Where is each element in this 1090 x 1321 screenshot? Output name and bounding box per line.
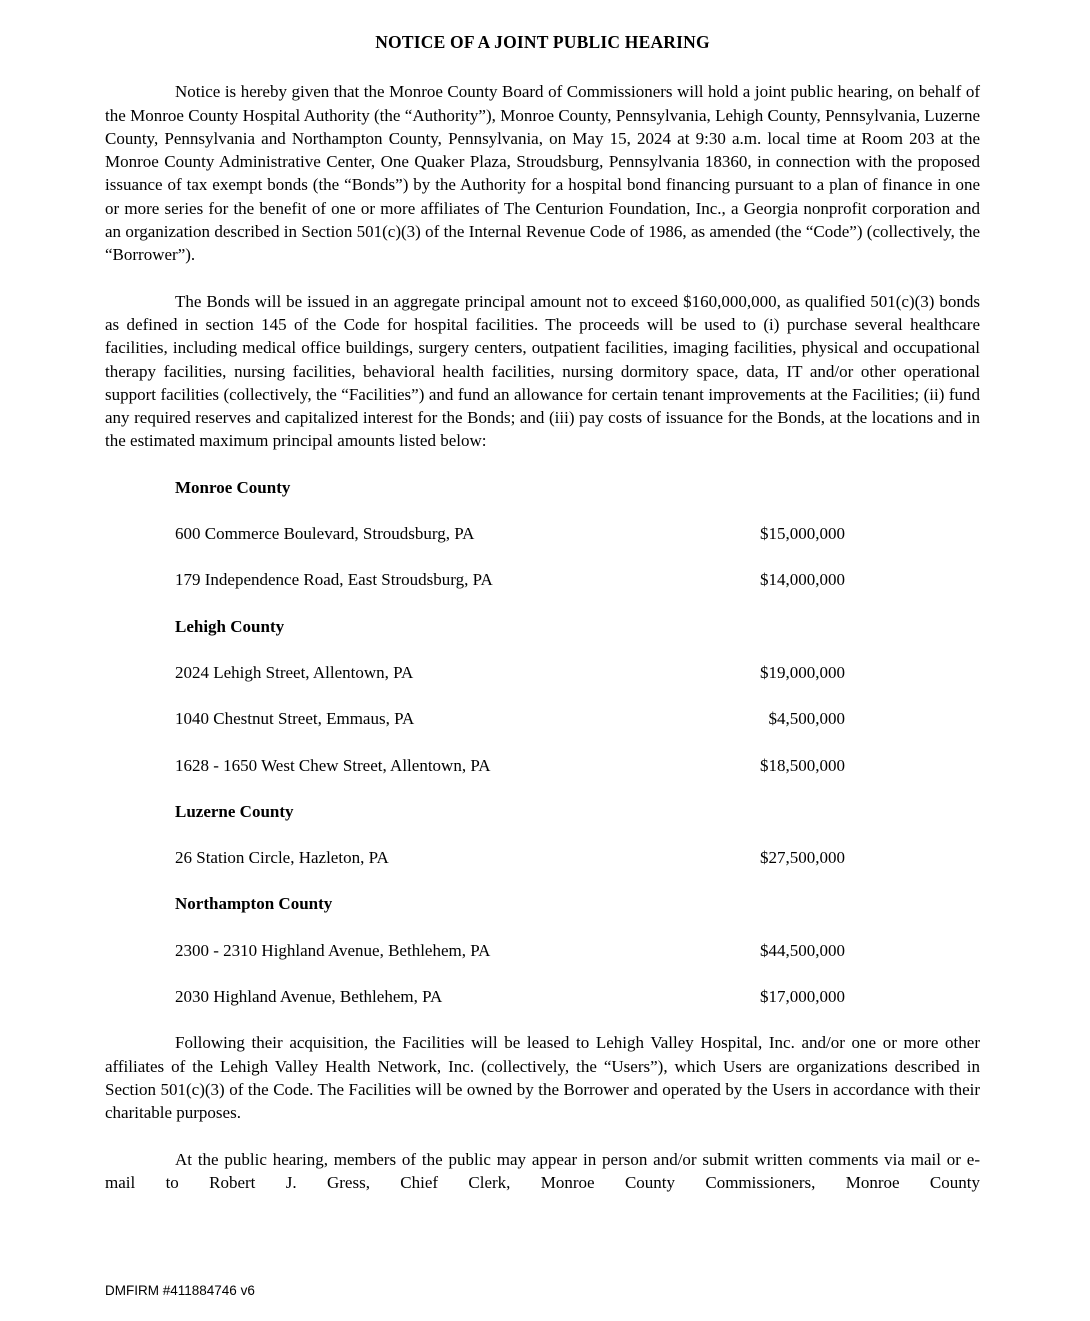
facility-address: 1040 Chestnut Street, Emmaus, PA xyxy=(175,709,415,729)
facility-address: 179 Independence Road, East Stroudsburg, PA xyxy=(175,570,493,590)
facility-row xyxy=(175,522,845,545)
facility-row xyxy=(175,568,845,591)
county-group-northampton xyxy=(175,892,845,1008)
facility-row xyxy=(175,707,845,730)
paragraph-notice-of-hearing: Notice is hereby given that the Monroe County Board of Commissioners will hold a joint public hearing, on behalf of the Monroe County Hospital Authority (the “Authority”), Monroe County, Pennsylvania, Lehigh County, Pennsylvania, Luzerne County, Pennsylvania and Northampton County, Pennsylvania, on May 15, 2024 at 9:30 a.m. local time at Room 203 at the Monroe County Administrative Center, One Quaker Plaza, Stroudsburg, Pennsylvania 18360, in connection with the proposed issuance of tax exempt bonds (the “Bonds”) by the Authority for a hospital bond financing pursuant to a plan of finance in one or more series for the benefit of one or more affiliates of The Centurion Foundation, Inc., a Georgia nonprofit corporation and an organization described in Section 501(c)(3) of the Internal Revenue Code of 1986, as amended (the “Code”) (collectively, the “Borrower”). xyxy=(105,82,980,265)
county-group-monroe xyxy=(175,476,845,592)
facility-address: 2024 Lehigh Street, Allentown, PA xyxy=(175,662,414,682)
facility-address: 600 Commerce Boulevard, Stroudsburg, PA xyxy=(175,524,475,544)
document-id-footer: DMFIRM #411884746 v6 xyxy=(105,1283,255,1298)
facility-amount: $4,500,000 xyxy=(768,709,845,729)
document-title: NOTICE OF A JOINT PUBLIC HEARING xyxy=(375,32,710,52)
paragraph-lease-users: Following their acquisition, the Facilities will be leased to Lehigh Valley Hospital, Inc. and/or one or more other affiliates of the Lehigh Valley Health Network, Inc. (collectively, the “Users”), which Users are organizations described in Section 501(c)(3) of the Code. The Facilities will be owned by the Borrower and operated by the Users in accordance with their charitable purposes. xyxy=(105,1033,980,1123)
facility-amount: $18,500,000 xyxy=(760,755,845,775)
county-group-lehigh xyxy=(175,615,845,777)
facility-amount: $44,500,000 xyxy=(760,940,845,960)
county-heading-lehigh: Lehigh County xyxy=(175,616,285,636)
facility-address: 2300 - 2310 Highland Avenue, Bethlehem, PA xyxy=(175,940,491,960)
facility-amount: $19,000,000 xyxy=(760,662,845,682)
county-group-luzerne xyxy=(175,800,845,870)
county-heading-monroe: Monroe County xyxy=(175,477,291,497)
facility-amount: $14,000,000 xyxy=(760,570,845,590)
county-facility-listing xyxy=(105,476,980,1009)
facility-address: 26 Station Circle, Hazleton, PA xyxy=(175,848,389,868)
facility-row xyxy=(175,939,845,962)
facility-address: 1628 - 1650 West Chew Street, Allentown, PA xyxy=(175,755,491,775)
facility-address: 2030 Highland Avenue, Bethlehem, PA xyxy=(175,987,443,1007)
facility-amount: $15,000,000 xyxy=(760,524,845,544)
county-heading-northampton: Northampton County xyxy=(175,894,333,914)
county-heading-luzerne: Luzerne County xyxy=(175,801,294,821)
facility-amount: $27,500,000 xyxy=(760,848,845,868)
facility-row xyxy=(175,754,845,777)
facility-row xyxy=(175,846,845,869)
facility-amount: $17,000,000 xyxy=(760,987,845,1007)
facility-row xyxy=(175,661,845,684)
paragraph-public-comments: At the public hearing, members of the public may appear in person and/or submit written comments via mail or e-mail to Robert J. Gress, Chief Clerk, Monroe County Commissioners, Monroe County xyxy=(105,1149,980,1192)
paragraph-bond-details: The Bonds will be issued in an aggregate principal amount not to exceed $160,000,000, as qualified 501(c)(3) bonds as defined in section 145 of the Code for hospital facilities. The proceeds will be used to (i) purchase several healthcare facilities, including medical office buildings, surgery centers, outpatient facilities, imaging facilities, physical and occupational therapy facilities, nursing facilities, behavioral health facilities, nursing dormitory space, data, IT and/or other operational support facilities (collectively, the “Facilities”) and fund an allowance for certain tenant improvements at the Facilities; (ii) fund any required reserves and capitalized interest for the Bonds; and (iii) pay costs of issuance for the Bonds, at the locations and in the estimated maximum principal amounts listed below: xyxy=(105,291,980,451)
facility-row xyxy=(175,985,845,1008)
